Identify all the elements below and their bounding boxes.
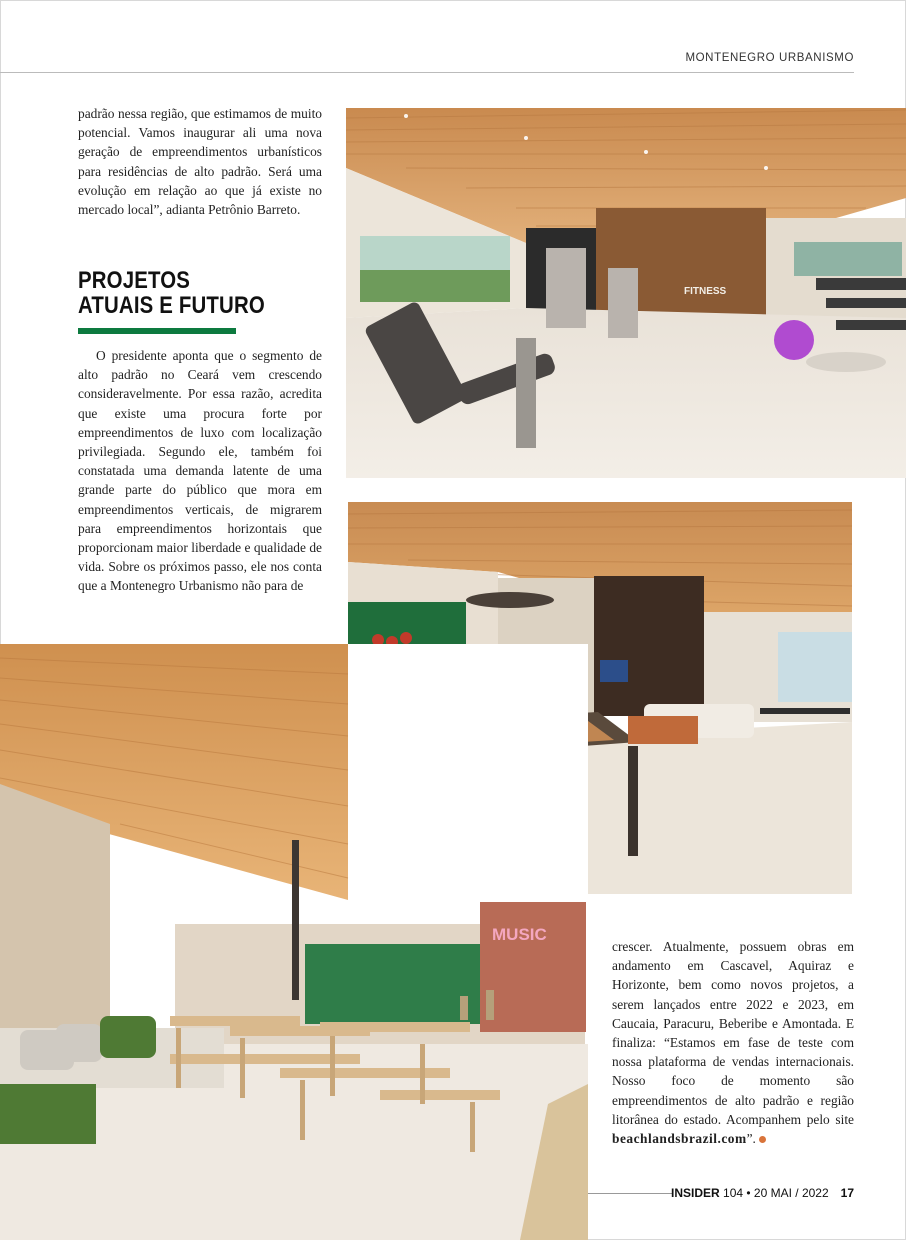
page-number: 17 — [840, 1186, 854, 1200]
fitness-sign: FITNESS — [684, 286, 727, 297]
paragraph-body: O presidente aponta que o segmento de alto padrão no Ceará vem crescendo consideravelmente. Por essa razão, acredita que existe uma procura forte por empreendimentos de luxo com localização privilegiada. Segundo ele, também foi constatada uma demanda latente de uma grande parte do público que mora em empreendimentos verticais, de migrarem para empreendimentos horizontais que proporcionam maior liberdade e qualidade de vida. Sobre os próximos passo, ele nos conta que a Montenegro Urbanismo não para de — [78, 348, 322, 594]
running-head: MONTENEGRO URBANISMO — [685, 52, 854, 64]
end-mark-icon — [759, 1136, 766, 1143]
gym-photo — [346, 108, 906, 478]
magazine-name: INSIDER — [671, 1186, 720, 1200]
section-heading — [78, 268, 265, 318]
heading-line-1: PROJETOS — [78, 267, 191, 294]
heading-line-2: ATUAIS E FUTURO — [78, 292, 265, 319]
header-divider — [0, 72, 854, 73]
lounge-photo — [0, 644, 588, 1240]
closing-text: crescer. Atualmente, possuem obras em andamento em Cascavel, Aquiraz e Horizonte, bem como novos projetos, a serem lançados entre 2022 e 2023, em Caucaia, Paracuru, Beberibe e Amontada. E finaliza: “Estamos em fase de teste com nossa plataforma de vendas internacionais. Nosso foco de momento são empreendimentos de alto padrão e região litorânea do estado. Acompanhem pelo site — [612, 939, 854, 1127]
site-link[interactable]: beachlandsbrazil.com — [612, 1131, 747, 1147]
footer-divider — [588, 1193, 672, 1194]
closing-quote: ”. — [746, 1131, 756, 1147]
heading-underline — [78, 328, 236, 334]
paragraph-closing — [612, 937, 854, 1148]
issue-info: 104 • 20 MAI / 2022 — [723, 1186, 829, 1200]
page-footer — [671, 1186, 854, 1200]
music-sign: MUSIC — [492, 925, 547, 944]
paragraph-intro: padrão nessa região, que estimamos de muito potencial. Vamos inaugurar ali uma nova geração de empreendimentos urbanísticos para residências de alto padrão. Será uma evolução em relação ao que já existe no mercado local”, adianta Petrônio Barreto. — [78, 106, 322, 218]
